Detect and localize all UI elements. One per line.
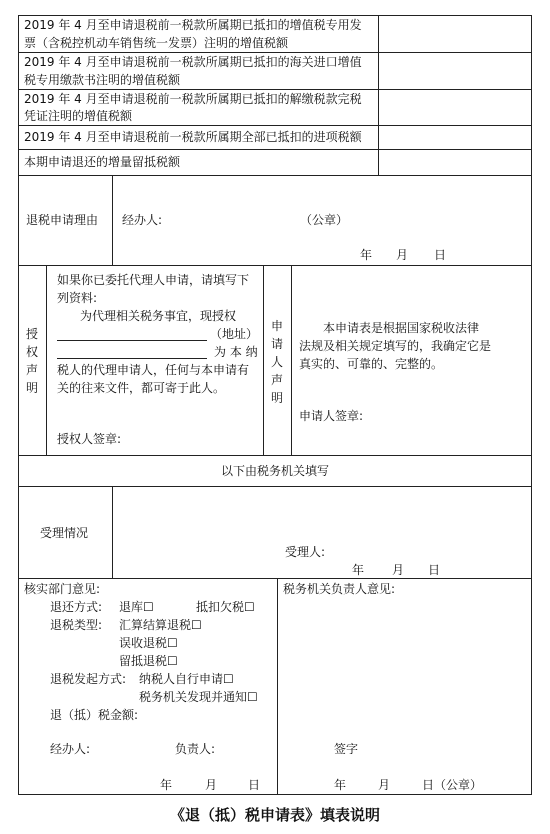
acceptance-day-label: 日 — [428, 563, 441, 577]
reason-handler-label: 经办人: — [122, 213, 163, 227]
agent-name-field[interactable] — [57, 324, 207, 341]
value-cell-r1[interactable] — [379, 16, 531, 52]
acceptance-year-label: 年 — [352, 563, 365, 577]
table-border — [263, 265, 264, 455]
authority-sign-label: 签字 — [334, 742, 359, 756]
verification-day-label: 日 — [248, 778, 261, 792]
value-cell-r3[interactable] — [379, 90, 531, 125]
auth-side-label-char: 权 — [25, 345, 38, 359]
value-cell-r2[interactable] — [379, 53, 531, 89]
initiation-label: 退税发起方式: — [50, 672, 127, 686]
address-label: （地址） — [210, 327, 259, 341]
refund-amount-label: 退（抵）税金额: — [50, 708, 139, 722]
row-vat-special-invoice-line2: 票（含税控机动车销售统一发票）注明的增值税额 — [24, 36, 289, 50]
table-border — [18, 15, 19, 795]
authorizer-signature-label: 授权人签章: — [57, 432, 122, 446]
agent-address-field[interactable] — [57, 342, 207, 359]
verification-responsible-label: 负责人: — [175, 742, 216, 756]
applicant-side-label-char: 声 — [270, 373, 283, 387]
auth-text-line2: 列资料: — [57, 291, 98, 305]
tax-authority-header: 以下由税务机关填写 — [220, 464, 329, 478]
refund-reason-label: 退税申请理由 — [26, 213, 99, 227]
applicant-side-label-char: 人 — [270, 355, 283, 369]
auth-text-line1: 如果你已委托代理人申请，请填写下 — [57, 273, 250, 287]
refund-method-label: 退还方式: — [50, 600, 103, 614]
authority-year-label: 年 — [334, 778, 347, 792]
authority-head-opinion-field[interactable] — [279, 600, 530, 730]
table-border — [277, 578, 278, 795]
row-tax-payment-cert-line2: 凭证注明的增值税额 — [24, 109, 133, 123]
auth-text-line3: 为代理相关税务事宜，现授权 — [80, 309, 237, 323]
option-retained-refund[interactable]: 留抵退税☐ — [119, 654, 178, 668]
receiver-label: 受理人: — [285, 545, 326, 559]
reason-year-label: 年 — [360, 248, 373, 262]
option-authority-notice[interactable]: 税务机关发现并通知☐ — [139, 690, 258, 704]
table-border — [291, 265, 292, 455]
row-customs-import-line1: 2019 年 4 月至申请退税前一税款所属期已抵扣的海关进口增值 — [24, 55, 362, 69]
applicant-side-label-char: 明 — [270, 391, 283, 405]
auth-text-line7: 关的往来文件，都可寄于此人。 — [57, 381, 226, 395]
auth-side-label-char: 授 — [25, 327, 38, 341]
auth-side-label-char: 声 — [25, 363, 38, 377]
authority-month-label: 月 — [378, 778, 391, 792]
reason-day-label: 日 — [434, 248, 447, 262]
option-self-apply[interactable]: 纳税人自行申请☐ — [139, 672, 234, 686]
auth-text-line5: 为 本 纳 — [214, 345, 258, 359]
applicant-text-line3: 真实的、可靠的、完整的。 — [299, 357, 444, 371]
acceptance-label: 受理情况 — [40, 526, 89, 540]
applicant-text-line2: 法规及相关规定填写的，我确定它是 — [299, 339, 492, 353]
row-customs-import-line2: 税专用缴款书注明的增值税额 — [24, 73, 181, 87]
table-border — [18, 455, 532, 456]
table-border — [18, 265, 532, 266]
row-tax-payment-cert-line1: 2019 年 4 月至申请退税前一税款所属期已抵扣的解缴税款完税 — [24, 92, 362, 106]
option-refund-treasury[interactable]: 退库☐ — [119, 600, 154, 614]
applicant-signature-label: 申请人签章: — [299, 409, 364, 423]
option-settlement-refund[interactable]: 汇算结算退税☐ — [119, 618, 202, 632]
auth-side-label-char: 明 — [25, 381, 38, 395]
authority-head-title: 税务机关负责人意见: — [283, 582, 396, 596]
verification-month-label: 月 — [205, 778, 218, 792]
footer-title: 《退（抵）税申请表》填表说明 — [169, 806, 380, 824]
verification-year-label: 年 — [160, 778, 173, 792]
reason-month-label: 月 — [396, 248, 409, 262]
applicant-side-label-char: 申 — [270, 319, 283, 333]
auth-text-line6: 税人的代理申请人，任何与本申请有 — [57, 363, 250, 377]
table-border — [18, 578, 532, 579]
table-border — [18, 794, 532, 795]
value-cell-r5[interactable] — [379, 150, 531, 175]
reason-seal-label: （公章） — [300, 213, 349, 227]
table-border — [531, 15, 532, 795]
option-mistake-refund[interactable]: 误收退税☐ — [119, 636, 178, 650]
verification-handler-label: 经办人: — [50, 742, 91, 756]
table-border — [46, 265, 47, 455]
applicant-side-label-char: 请 — [270, 337, 283, 351]
authority-day-seal-label: 日（公章） — [422, 778, 483, 792]
applicant-text-line1: 本申请表是根据国家税收法律 — [323, 321, 480, 335]
value-cell-r4[interactable] — [379, 126, 531, 149]
option-offset-arrears[interactable]: 抵扣欠税☐ — [196, 600, 255, 614]
row-all-input-tax: 2019 年 4 月至申请退税前一税款所属期全部已抵扣的进项税额 — [24, 130, 362, 144]
verification-title: 核实部门意见: — [24, 582, 101, 596]
row-incremental-refund: 本期申请退还的增量留抵税额 — [24, 155, 181, 169]
acceptance-field[interactable] — [113, 487, 531, 578]
acceptance-month-label: 月 — [392, 563, 405, 577]
row-vat-special-invoice-line1: 2019 年 4 月至申请退税前一税款所属期已抵扣的增值税专用发 — [24, 18, 362, 32]
refund-type-label: 退税类型: — [50, 618, 103, 632]
